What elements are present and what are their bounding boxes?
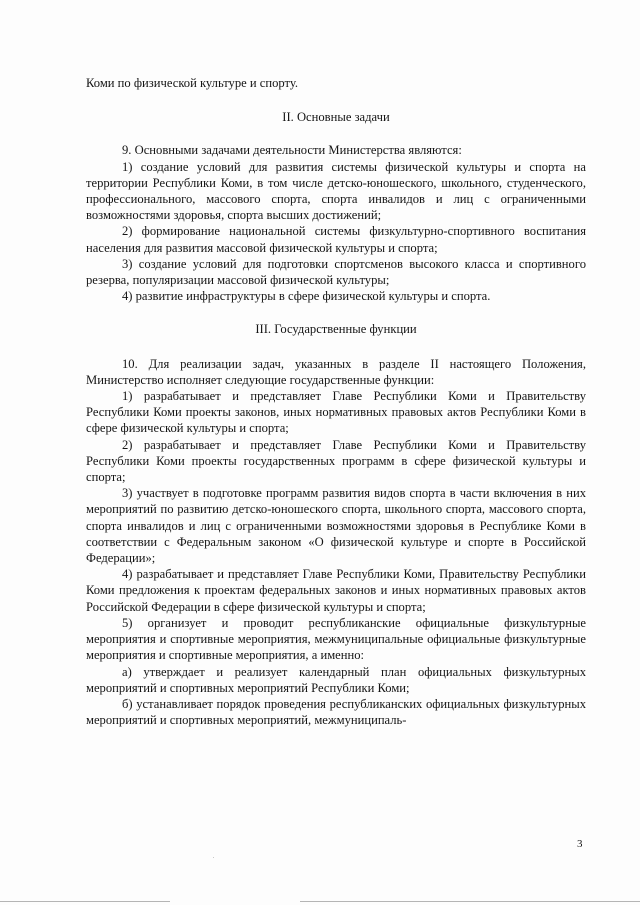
section-heading: II. Основные задачи [282,110,390,125]
body-paragraph: 9. Основными задачами деятельности Министерства являются: [122,143,462,158]
body-paragraph: 2) разрабатывает и представляет Главе Республики Коми и Правительству Республики Коми проекты государственных программ в сфере физической культуры и спорта; [86,437,586,485]
body-paragraph: 1) создание условий для развития системы физической культуры и спорта на территории Республики Коми, в том числе детско-юношеского, школьного, студенческого, профессионального, массового спорта, спорта инвалидов и лиц с ограниченными возможностями здоровья, спорта высших достижений; [86,159,586,223]
body-paragraph: 3) участвует в подготовке программ развития видов спорта в части включения в них мероприятий по развитию детско-юношеского спорта, школьного спорта, массового спорта, спорта инвалидов и лиц с ограниченными возможностями здоровья в Республике Коми в соответствии с Федеральным законом «О физической культуре и спорте в Российской Федерации»; [86,486,586,566]
body-paragraph: а) утверждает и реализует календарный план официальных физкультурных мероприятий и спортивных мероприятий Республики Коми; [86,664,586,695]
document-body [86,75,586,728]
body-paragraph: 4) развитие инфраструктуры в сфере физической культуры и спорта. [122,289,491,304]
body-paragraph: 2) формирование национальной системы физкультурно-спортивного воспитания населения для развития массовой физической культуры и спорта; [86,224,586,255]
body-paragraph: Коми по физической культуре и спорту. [86,76,299,90]
scan-edge-line [0,901,170,902]
section-heading: III. Государственные функции [255,322,417,337]
page-number: 3 [577,838,583,850]
body-paragraph: б) устанавливает порядок проведения республиканских официальных физкультурных мероприятий и спортивных мероприятий, межмуниципаль- [86,696,586,728]
body-paragraph: 3) создание условий для подготовки спортсменов высокого класса и спортивного резерва, популяризации массовой физической культуры; [86,256,586,288]
body-paragraph: 1) разрабатывает и представляет Главе Республики Коми и Правительству Республики Коми проекты законов, иных нормативных правовых актов Республики Коми в сфере физической культуры и спорта; [86,389,586,436]
body-paragraph: 10. Для реализации задач, указанных в разделе II настоящего Положения, Министерство исполняет следующие государственные функции: [86,356,586,387]
scan-edge-line [300,901,640,902]
body-paragraph: 5) организует и проводит республиканские официальные физкультурные мероприятия и спортивные мероприятия, межмуниципальные официальные физкультурные мероприятия и спортивные мероприятия, а именно: [86,615,586,663]
body-paragraph: 4) разрабатывает и представляет Главе Республики Коми, Правительству Республики Коми предложения к проектам федеральных законов и иных нормативных правовых актов Российской Федерации в сфере физической культуры и спорта; [86,567,586,614]
scan-speck [213,857,214,858]
